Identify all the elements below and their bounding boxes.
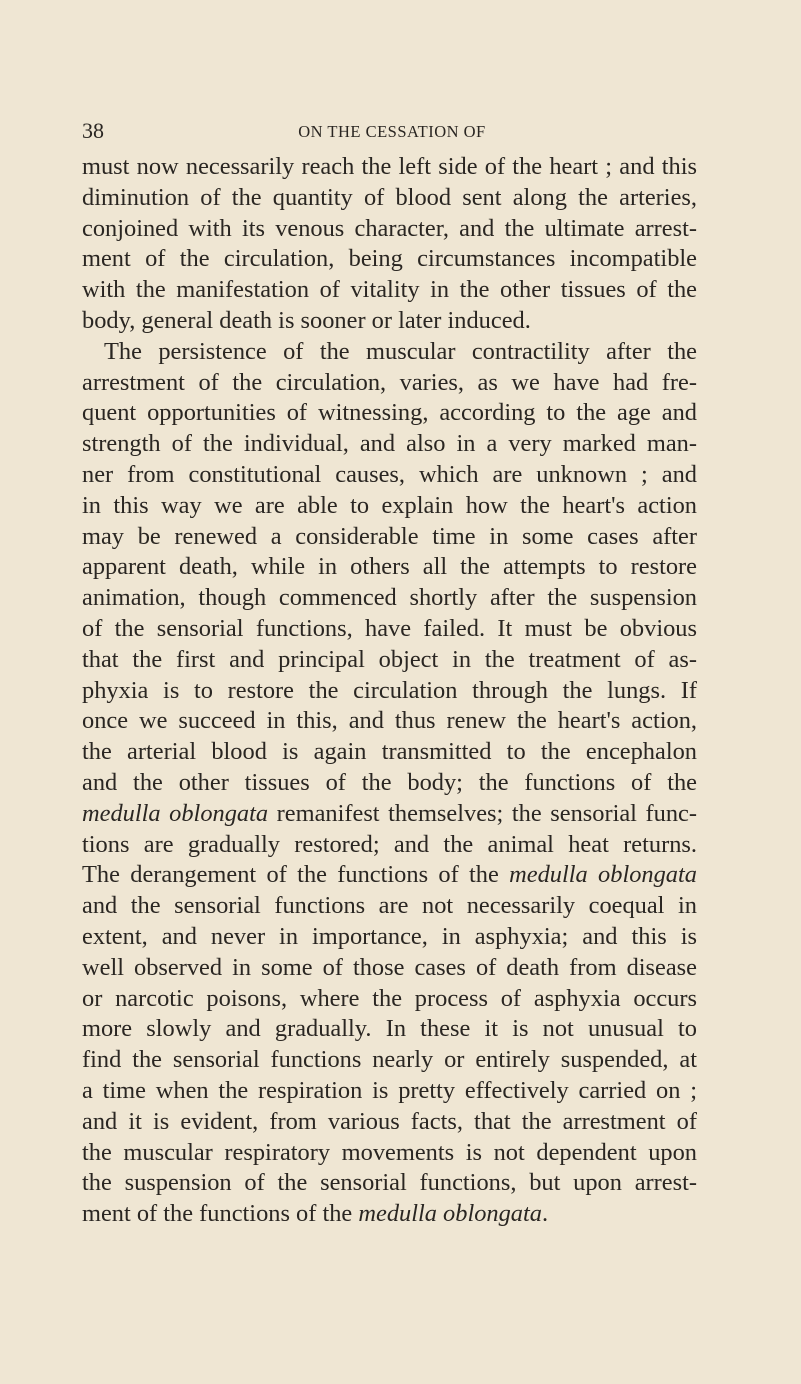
text-line: medulla oblongata remanifest themselves; the sensorial func-	[82, 799, 697, 827]
text-line: ment of the circulation, being circumstances incompatible	[82, 245, 697, 273]
text-line: and the other tissues of the body; the functions of the	[82, 768, 697, 796]
text-line: arrestment of the circulation, varies, as we have had fre-	[82, 368, 697, 396]
text-line: strength of the individual, and also in a very marked man-	[82, 430, 697, 458]
text-line: must now necessarily reach the left side of the heart ; and this	[82, 153, 697, 180]
page-header	[82, 116, 642, 146]
text-line: ner from constitutional causes, which are unknown ; and	[82, 460, 697, 488]
text-line: body, general death is sooner or later induced.	[82, 306, 531, 334]
text-line: that the first and principal object in the treatment of as-	[82, 645, 697, 673]
text-line: extent, and never in importance, in asphyxia; and this is	[82, 922, 697, 950]
text-line: conjoined with its venous character, and the ultimate arrest-	[82, 214, 697, 242]
running-title: ON THE CESSATION OF	[298, 122, 486, 141]
italic-term: medulla oblongata	[82, 799, 269, 827]
text-line: or narcotic poisons, where the process of asphyxia occurs	[82, 984, 697, 1012]
text-line: more slowly and gradually. In these it is not unusual to	[82, 1015, 697, 1043]
text-line: tions are gradually restored; and the animal heat returns.	[82, 830, 697, 858]
text-line: animation, though commenced shortly after the suspension	[82, 584, 697, 612]
text-line: well observed in some of those cases of death from disease	[82, 953, 697, 981]
italic-term: medulla oblongata	[509, 861, 697, 889]
text-line: in this way we are able to explain how the heart's action	[82, 491, 697, 519]
text-line: once we succeed in this, and thus renew the heart's action,	[82, 707, 697, 735]
text-line: and it is evident, from various facts, that the arrestment of	[82, 1107, 697, 1135]
text-line: The derangement of the functions of the medulla oblongata	[82, 861, 697, 889]
text-line: the suspension of the sensorial functions, but upon arrest-	[82, 1169, 697, 1197]
text-line: find the sensorial functions nearly or entirely suspended, at	[82, 1046, 697, 1074]
page-number: 38	[82, 118, 104, 143]
text-line: the arterial blood is again transmitted to the encephalon	[82, 738, 697, 766]
text-line: the muscular respiratory movements is not dependent upon	[82, 1138, 697, 1166]
text-line: apparent death, while in others all the attempts to restore	[82, 553, 697, 581]
text-line: a time when the respiration is pretty effectively carried on ;	[82, 1076, 697, 1104]
text-line: of the sensorial functions, have failed. It must be obvious	[82, 614, 697, 642]
text-line: phyxia is to restore the circulation through the lungs. If	[82, 676, 697, 704]
text-line: quent opportunities of witnessing, according to the age and	[82, 399, 697, 427]
text-line: may be renewed a considerable time in some cases after	[82, 522, 697, 550]
body-text	[82, 152, 697, 1230]
text-line: ment of the functions of the medulla oblongata.	[82, 1200, 549, 1228]
text-line: and the sensorial functions are not necessarily coequal in	[82, 892, 697, 920]
text-line: diminution of the quantity of blood sent along the arteries,	[82, 183, 697, 211]
text-line: with the manifestation of vitality in the other tissues of the	[82, 276, 697, 304]
italic-term: medulla oblongata	[358, 1200, 542, 1228]
text-line: The persistence of the muscular contractility after the	[104, 337, 697, 365]
